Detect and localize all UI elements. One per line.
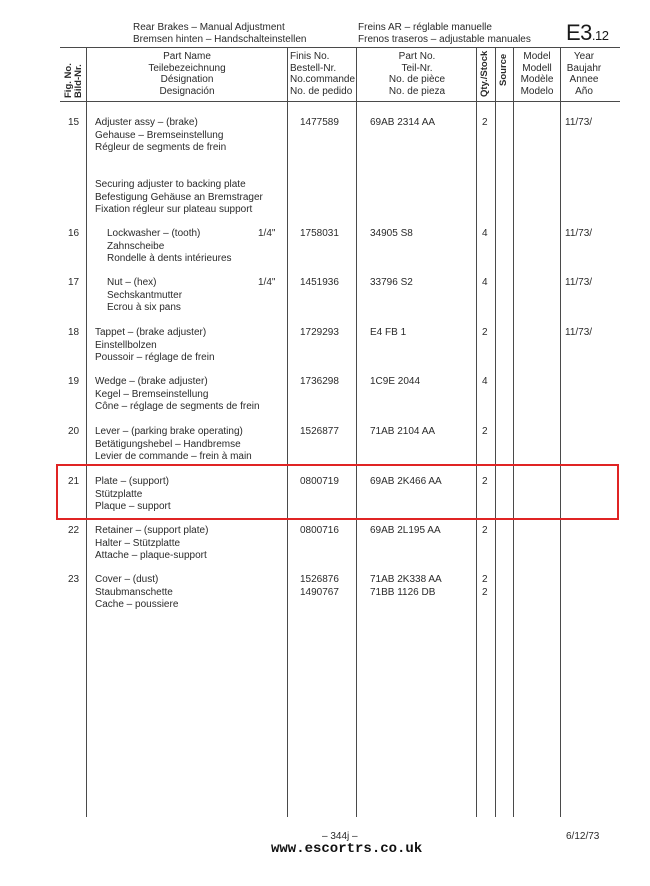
part-number: 34905 S8 xyxy=(370,228,413,239)
fig-number: 15 xyxy=(68,117,80,128)
part-description-line: Retainer – (support plate) xyxy=(95,525,209,536)
part-description xyxy=(95,574,178,612)
year-value: 11/73/ xyxy=(565,327,593,338)
col-header-year-es: Año xyxy=(575,85,593,97)
fig-number: 18 xyxy=(68,327,80,338)
title-es: Frenos traseros – adjustable manuales xyxy=(358,33,531,45)
col-header-fig-de: Bild-Nr. xyxy=(73,64,84,98)
col-divider-finis xyxy=(356,47,357,817)
fig-number: 21 xyxy=(68,476,80,487)
col-header-model-es: Modelo xyxy=(520,85,554,97)
title-fr: Freins AR – réglable manuelle xyxy=(358,22,492,33)
part-description-line: Plate – (support) xyxy=(95,476,169,487)
title-en-de xyxy=(133,22,306,45)
quantity: 2 xyxy=(482,327,488,338)
part-description-line: Lockwasher – (tooth) xyxy=(107,228,201,239)
fig-number: 20 xyxy=(68,426,80,437)
col-header-part-name-fr: Désignation xyxy=(160,74,214,85)
year-value: 11/73/ xyxy=(565,277,593,288)
col-header-year-de: Baujahr xyxy=(566,62,602,74)
part-description-line: Cover – (dust) xyxy=(95,574,159,585)
finis-number: 1526876 1490767 xyxy=(300,574,339,598)
part-description-line: Halter – Stützplatte xyxy=(95,537,181,549)
part-number: 33796 S2 xyxy=(370,277,413,288)
col-header-part-name-de: Teilebezeichnung xyxy=(148,62,226,74)
col-header-part-no-en: Part No. xyxy=(398,51,436,62)
finis-number: 1477589 xyxy=(300,117,339,128)
col-header-model-en: Model xyxy=(523,51,551,62)
website-watermark[interactable]: www.escortrs.co.uk xyxy=(271,841,423,857)
col-header-model-de: Modell xyxy=(522,62,552,74)
fig-number: 22 xyxy=(68,525,80,536)
part-number: 69AB 2314 AA xyxy=(370,117,436,128)
fig-number: 19 xyxy=(68,376,80,387)
part-description-line: Adjuster assy – (brake) xyxy=(95,117,198,128)
part-description-line: Poussoir – réglage de frein xyxy=(95,352,215,363)
quantity: 2 xyxy=(482,117,488,128)
part-number: 71AB 2K338 AA 71BB 1126 DB xyxy=(370,574,442,598)
part-description-line: Rondelle à dents intérieures xyxy=(107,253,232,264)
col-header-part-no-de: Teil-Nr. xyxy=(401,62,433,74)
col-header-fig-en: Fig. No. xyxy=(63,63,74,98)
part-description xyxy=(95,179,263,217)
part-description-line: Cache – poussiere xyxy=(95,599,179,610)
col-header-part-no-es: No. de pieza xyxy=(388,85,446,97)
fig-number: 16 xyxy=(68,228,80,239)
finis-number: 1451936 xyxy=(300,277,339,288)
quantity: 2 2 xyxy=(482,574,488,598)
col-header-finis xyxy=(290,51,356,97)
fig-number: 17 xyxy=(68,277,80,288)
part-size: 1/4" xyxy=(258,228,276,239)
finis-number: 1526877 xyxy=(300,426,339,437)
part-number: 71AB 2104 AA xyxy=(370,426,436,437)
part-description xyxy=(95,426,252,464)
year-value: 11/73/ xyxy=(565,117,593,128)
part-description-line: Plaque – support xyxy=(95,501,171,512)
col-divider-part-no xyxy=(476,47,477,817)
quantity: 4 xyxy=(482,376,488,387)
section-code-main: E3 xyxy=(566,20,592,45)
part-description xyxy=(95,376,260,414)
col-header-model xyxy=(514,51,560,97)
part-description-line: Ecrou à six pans xyxy=(107,302,181,313)
highlight-box xyxy=(56,464,619,520)
section-code-sub: .12 xyxy=(591,28,609,43)
quantity: 4 xyxy=(482,228,488,239)
page-number: – 344j – xyxy=(322,831,358,842)
part-description-line: Wedge – (brake adjuster) xyxy=(95,376,208,387)
part-description-line: Cône – réglage de segments de frein xyxy=(95,401,260,412)
part-description-line: Gehause – Bremseinstellung xyxy=(95,129,224,141)
part-description xyxy=(95,525,208,563)
part-description-line: Betätigungshebel – Handbremse xyxy=(95,438,241,450)
col-divider-model xyxy=(560,47,561,817)
part-description-line: Lever – (parking brake operating) xyxy=(95,426,243,437)
part-number: 69AB 2K466 AA xyxy=(370,476,442,487)
col-header-year-fr: Annee xyxy=(569,74,599,85)
part-number: 69AB 2L195 AA xyxy=(370,525,441,536)
section-code xyxy=(566,20,609,46)
fig-number: 23 xyxy=(68,574,80,585)
col-header-fig xyxy=(64,63,84,98)
title-de: Bremsen hinten – Handschalteinstellen xyxy=(133,33,307,45)
col-header-finis-en: Finis No. xyxy=(290,51,330,62)
col-divider-source xyxy=(513,47,514,817)
year-value: 11/73/ xyxy=(565,228,593,239)
col-divider-fig xyxy=(86,47,87,817)
title-en: Rear Brakes – Manual Adjustment xyxy=(133,22,285,33)
part-number: E4 FB 1 xyxy=(370,327,407,338)
finis-number: 0800716 xyxy=(300,525,339,536)
col-header-part-name-en: Part Name xyxy=(163,51,211,62)
col-header-finis-es: No. de pedido xyxy=(290,85,353,97)
col-header-qty: Qty./Stock xyxy=(479,50,490,97)
part-description-line: Einstellbolzen xyxy=(95,339,157,351)
finis-number: 1729293 xyxy=(300,327,339,338)
part-description-line: Zahnscheibe xyxy=(107,240,165,252)
part-description-line: Stützplatte xyxy=(95,488,143,500)
part-description-line: Sechskantmutter xyxy=(107,289,183,301)
part-description xyxy=(107,277,182,315)
part-description-line: Befestigung Gehäuse an Bremstrager xyxy=(95,191,263,203)
col-divider-qty xyxy=(495,47,496,817)
part-description-line: Fixation régleur sur plateau support xyxy=(95,204,253,215)
quantity: 2 xyxy=(482,525,488,536)
part-description-line: Régleur de segments de frein xyxy=(95,142,227,153)
col-divider-part-name xyxy=(287,47,288,817)
title-fr-es xyxy=(358,22,531,45)
part-description-line: Staubmanschette xyxy=(95,586,173,598)
col-header-part-name-es: Designación xyxy=(159,85,215,97)
finis-number: 1758031 xyxy=(300,228,339,239)
part-description-line: Nut – (hex) xyxy=(107,277,157,288)
part-description-line: Attache – plaque-support xyxy=(95,550,207,561)
finis-number: 1736298 xyxy=(300,376,339,387)
part-description-line: Kegel – Bremseinstellung xyxy=(95,388,209,400)
col-header-part-no-fr: No. de pièce xyxy=(388,74,446,85)
col-header-finis-de: Bestell-Nr. xyxy=(290,62,337,74)
col-header-part-no xyxy=(358,51,476,97)
quantity: 2 xyxy=(482,426,488,437)
quantity: 4 xyxy=(482,277,488,288)
col-header-model-fr: Modèle xyxy=(520,74,554,85)
table-top-rule xyxy=(60,47,620,48)
col-header-finis-fr: No.commande xyxy=(290,74,356,85)
part-description-line: Tappet – (brake adjuster) xyxy=(95,327,207,338)
col-header-year-en: Year xyxy=(573,51,595,62)
part-number: 1C9E 2044 xyxy=(370,376,421,387)
quantity: 2 xyxy=(482,476,488,487)
col-header-year xyxy=(561,51,607,97)
part-description xyxy=(107,228,232,266)
page-date: 6/12/73 xyxy=(566,831,600,842)
col-header-part-name xyxy=(88,51,286,97)
finis-number: 0800719 xyxy=(300,476,339,487)
col-header-source: Source xyxy=(498,53,509,86)
part-description-line: Levier de commande – frein à main xyxy=(95,451,252,462)
header-bottom-rule xyxy=(60,101,620,102)
part-description xyxy=(95,117,226,155)
part-description xyxy=(95,327,215,365)
part-description-line: Securing adjuster to backing plate xyxy=(95,179,246,190)
part-size: 1/4" xyxy=(258,277,276,288)
